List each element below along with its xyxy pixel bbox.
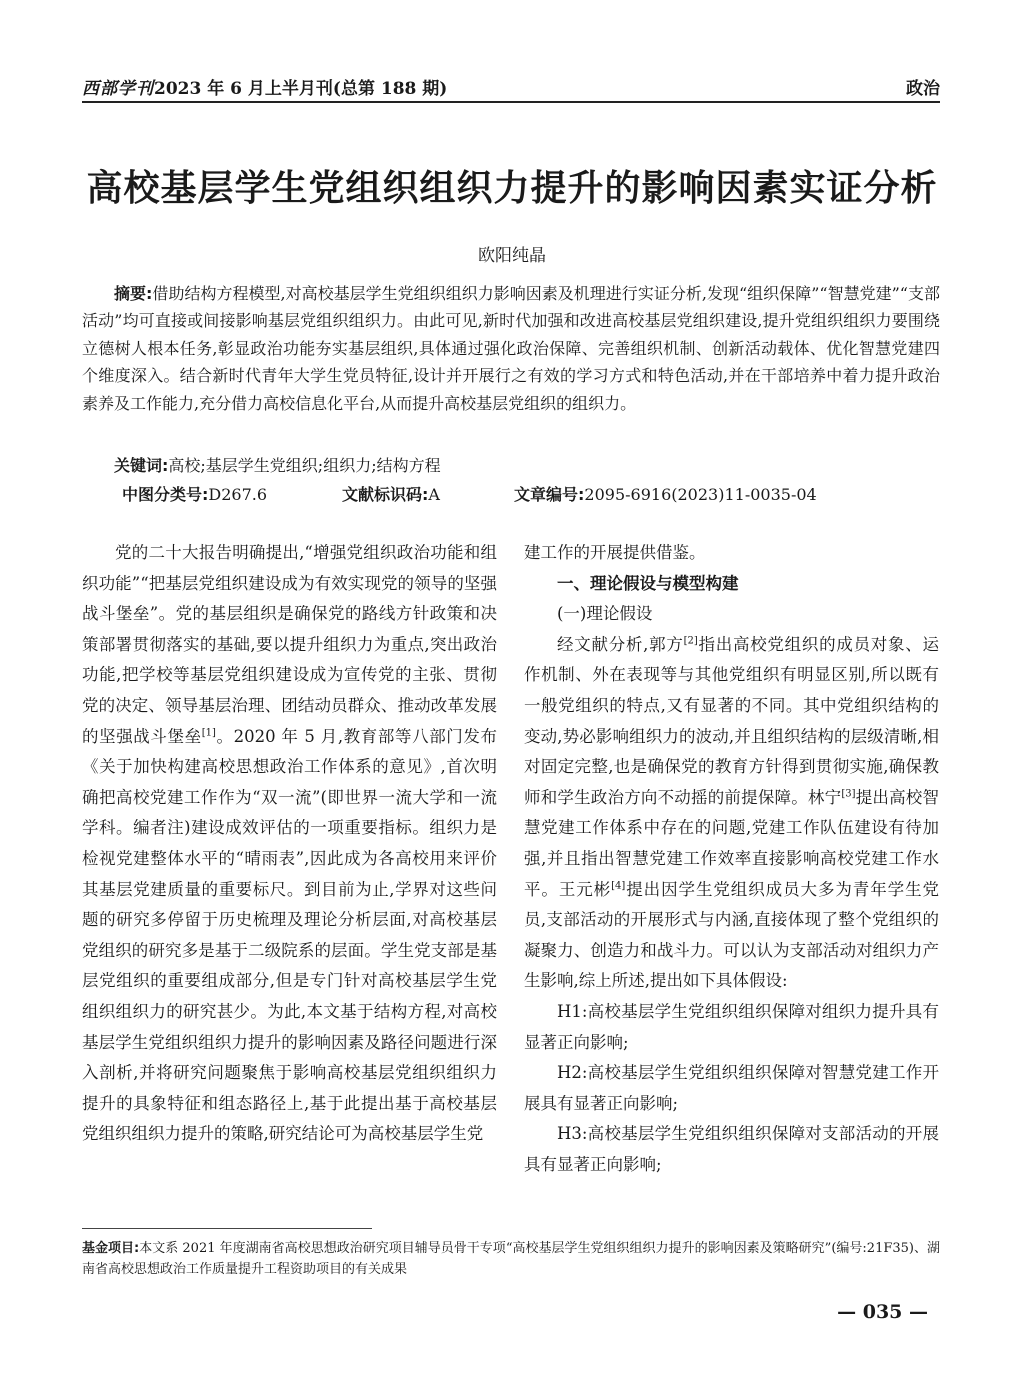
citation-4: [4] bbox=[611, 880, 626, 892]
footnote-label: 基金项目: bbox=[82, 1241, 140, 1256]
continued-paragraph: 建工作的开展提供借鉴。 bbox=[524, 543, 706, 562]
doc-value: A bbox=[428, 485, 440, 504]
lit-text-a: 经文献分析,郭方 bbox=[557, 634, 684, 654]
hypothesis-h3: H3:高校基层学生党组织组织保障对支部活动的开展具有显著正向影响; bbox=[524, 1124, 939, 1174]
citation-2: [2] bbox=[683, 635, 698, 647]
paper-title: 高校基层学生党组织组织力提升的影响因素实证分析 bbox=[86, 167, 938, 209]
page-number: — 035 — bbox=[837, 1301, 928, 1323]
abstract-text: 借助结构方程模型,对高校基层学生党组织组织力影响因素及机理进行实证分析,发现“组织保障”“智慧党建”“支部活动”均可直接或间接影响基层党组织组织力。由此可见,新时代加强和改进高校基层党组织建设,提升党组织组织力要围绕立德树人根本任务,彰显政治功能夯实基层组织,具体通过强化政治保障、完善组织机制、创新活动载体、优化智慧党建四个维度深入。结合新时代青年大学生党员特征,设计并开展行之有效的学习方式和特色活动,并在干部培养中着力提升政治素养及工作能力,充分借力高校信息化平台,从而提升高校基层党组织的组织力。 bbox=[82, 284, 940, 413]
keywords-text: 高校;基层学生党组织;组织力;结构方程 bbox=[168, 456, 441, 475]
header-rule bbox=[82, 101, 940, 103]
intro-text-b: 。2020 年 5 月,教育部等八部门发布《关于加快构建高校思想政治工作体系的意见》,首次明确把高校党建工作作为“双一流”(即世界一流大学和一流学科。编者注)建设成效评估的一项重要指标。组织力是检视党建整体水平的“晴雨表”,因此成为各高校用来评价其基层党建质量的重要标尺。到目前为止,学界对这些问题的研究多停留于历史梳理及理论分析层面,对高校基层党组织的研究多是基于二级院系的层面。学生党支部是基层党组织的重要组成部分,但是专门针对高校基层学生党组织组织力的研究甚少。为此,本文基于结构方程,对高校基层学生党组织组织力提升的影响因素及路径问题进行深入剖析,并将研究问题聚焦于影响高校基层党组织组织力提升的具象特征和组态路径上,基于此提出基于高校基层党组织组织力提升的策略,研究结论可为高校基层学生党 bbox=[82, 726, 497, 1144]
doc-label: 文献标识码: bbox=[342, 485, 429, 504]
lit-text-b: 指出高校党组织的成员对象、运作机制、外在表现等与其他党组织有明显区别,所以既有一般党组织的特点,又有显著的不同。其中党组织结构的变动,势必影响组织力的波动,并且组织结构的层级清晰,相对固定完整,也是确保党的教育方针得到贯彻实施,确保教师和学生政治方向不动摇的前提保障。林宁 bbox=[524, 634, 939, 807]
keywords bbox=[82, 453, 940, 476]
journal-brand: 西部学刊 bbox=[82, 79, 154, 99]
article-value: 2095-6916(2023)11-0035-04 bbox=[584, 485, 817, 504]
citation-1: [1] bbox=[201, 727, 216, 739]
article-number bbox=[514, 482, 817, 505]
classification-line bbox=[82, 482, 940, 506]
issue-text: 2023 年 6 月上半月刊(总第 188 期) bbox=[154, 79, 448, 99]
article-label: 文章编号: bbox=[514, 485, 585, 504]
abstract-label: 摘要: bbox=[114, 284, 153, 303]
footnote-text: 本文系 2021 年度湖南省高校思想政治研究项目辅导员骨干专项“高校基层学生党组织组织力提升的影响因素及策略研究”(编号:21F35)、湖南省高校思想政治工作质量提升工程资助项目的有关成果 bbox=[82, 1241, 940, 1277]
clc-number bbox=[122, 482, 267, 505]
citation-3: [3] bbox=[841, 788, 856, 800]
abstract bbox=[82, 280, 940, 417]
footnote-rule bbox=[82, 1228, 372, 1229]
subsection-heading: (一)理论假设 bbox=[557, 604, 653, 624]
hypothesis-h1: H1:高校基层学生党组织组织保障对组织力提升具有显著正向影响; bbox=[524, 1001, 939, 1052]
intro-paragraph bbox=[82, 538, 497, 1150]
lit-text-c: 提出高校智慧党建工作体系中存在的问题,党建工作队伍建设有待加强,并且指出智慧党建工作效率直接影响高校党建工作水平。王元彬 bbox=[524, 787, 939, 899]
section-heading: 一、理论假设与模型构建 bbox=[557, 573, 739, 593]
hypothesis-h2: H2:高校基层学生党组织组织保障对智慧党建工作开展具有显著正向影响; bbox=[524, 1063, 939, 1113]
section-name: 政治 bbox=[906, 79, 940, 99]
journal-issue bbox=[82, 74, 447, 99]
keywords-label: 关键词: bbox=[114, 456, 169, 475]
running-header bbox=[82, 72, 940, 102]
author-name: 欧阳纯晶 bbox=[478, 246, 546, 266]
funding-footnote bbox=[82, 1238, 940, 1280]
intro-text-a: 党的二十大报告明确提出,“增强党组织政治功能和组织功能”“把基层党组织建设成为有效实现党的领导的坚强战斗堡垒”。党的基层组织是确保党的路线方针政策和决策部署贯彻落实的基础,要以提升组织力为重点,突出政治功能,把学校等基层党组织建设成为宣传党的主张、贯彻党的决定、领导基层治理、团结动员群众、推动改革发展的坚强战斗堡垒 bbox=[82, 543, 497, 746]
doc-code bbox=[342, 482, 440, 505]
right-column bbox=[524, 538, 939, 1214]
clc-label: 中图分类号: bbox=[122, 485, 209, 504]
clc-value: D267.6 bbox=[208, 485, 268, 504]
left-column bbox=[82, 538, 497, 1214]
literature-paragraph bbox=[524, 630, 939, 997]
lit-text-d: 提出因学生党组织成员大多为青年学生党员,支部活动的开展形式与内涵,直接体现了整个党组织的凝聚力、创造力和战斗力。可以认为支部活动对组织力产生影响,综上所述,提出如下具体假设: bbox=[524, 879, 939, 991]
